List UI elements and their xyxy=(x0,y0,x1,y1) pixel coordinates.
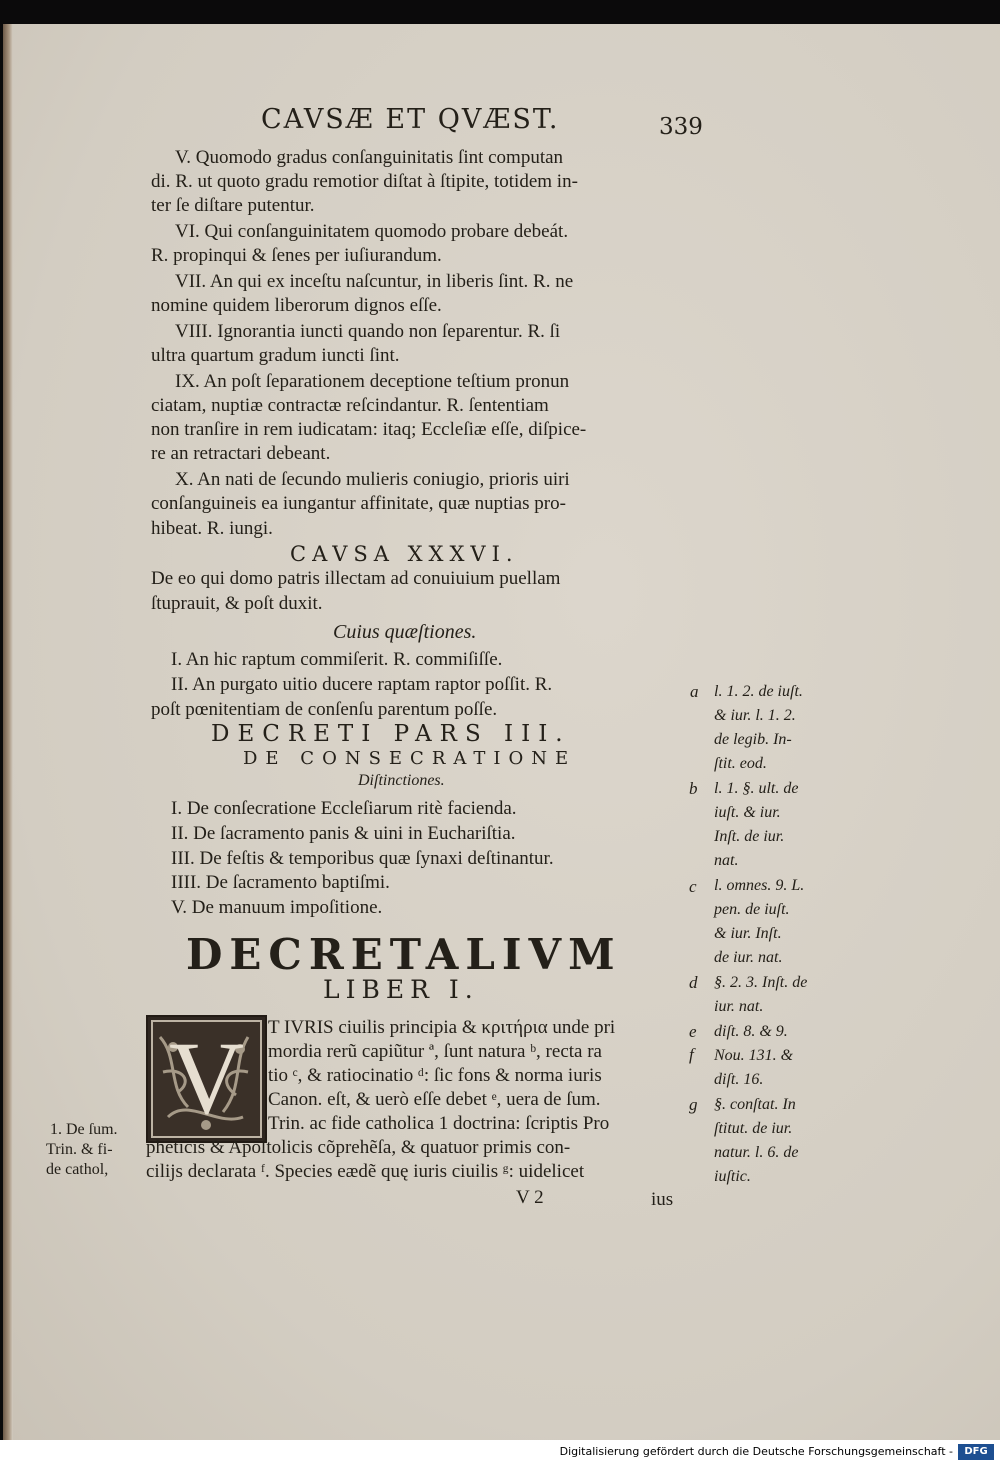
right-margin-note: nat. xyxy=(714,852,739,869)
running-head: CAVSÆ ET QVÆST. xyxy=(261,104,560,135)
right-margin-note: l. 1. 2. de iuſt. xyxy=(714,683,803,700)
text-line: non tranſire in rem iudicatam: itaq; Eccleſiæ eſſe, diſpice- xyxy=(151,419,587,440)
distinctio-line: III. De feſtis & temporibus quæ ſynaxi deſtinantur. xyxy=(171,848,554,869)
text-line: IX. An poſt ſeparationem deceptione teſtium pronun xyxy=(175,371,570,392)
question-line: I. An hic raptum commiſerit. R. commiſiſſe. xyxy=(171,649,503,670)
right-margin-note: diſt. 8. & 9. xyxy=(714,1023,788,1040)
text-line: ciatam, nuptiæ contractæ reſcindantur. R. ſententiam xyxy=(151,395,549,416)
body-line: Trin. ac fide catholica 1 doctrina: ſcriptis Pro xyxy=(268,1113,610,1134)
question-line: II. An purgato uitio ducere raptam raptor poſſit. R. xyxy=(171,674,553,695)
right-margin-note: iur. nat. xyxy=(714,998,764,1015)
distinctio-line: IIII. De ſacramento baptiſmi. xyxy=(171,872,390,893)
margin-mark: a xyxy=(690,682,699,701)
text-line: ter ſe diſtare putentur. xyxy=(151,195,315,216)
right-margin-note: l. omnes. 9. L. xyxy=(714,877,805,894)
questions-heading: Cuius quæſtiones. xyxy=(333,621,477,643)
page-number: 339 xyxy=(659,114,703,140)
decretalium-title: DECRETALIVM xyxy=(186,930,622,979)
right-margin-note: natur. l. 6. de xyxy=(714,1144,799,1161)
distinctio-line: II. De ſacramento panis & uini in Euchariſtia. xyxy=(171,823,516,844)
causa-line: De eo qui domo patris illectam ad conuiuium puellam xyxy=(151,568,561,589)
text-line: conſanguineis ea iungantur affinitate, quæ nuptias pro- xyxy=(151,493,566,514)
right-margin-note: iuſt. & iur. xyxy=(714,804,781,821)
initial-letter: V xyxy=(168,1021,245,1136)
body-line: cilijs declarata ᶠ. Species eædẽ quę iuris ciuilis ᵍ: uidelicet xyxy=(146,1161,585,1182)
right-margin-note: iuſtic. xyxy=(714,1168,751,1185)
margin-mark: b xyxy=(689,779,698,798)
right-margin-note: de legib. In- xyxy=(714,731,792,748)
distinctio-line: V. De manuum impoſitione. xyxy=(171,897,383,918)
right-margin-note: diſt. 16. xyxy=(714,1071,764,1088)
distinctiones-heading: Diſtinctiones. xyxy=(358,772,445,789)
text-line: VIII. Ignorantia iuncti quando non ſeparentur. R. ſi xyxy=(175,321,561,342)
text-line: ultra quartum gradum iuncti ſint. xyxy=(151,345,400,366)
body-line: pheticis & Apoſtolicis cõprehẽſa, & quatuor primis con- xyxy=(146,1137,571,1158)
right-margin-note: & iur. Inſt. xyxy=(714,925,782,942)
right-margin-note: §. 2. 3. Inſt. de xyxy=(714,974,808,991)
body-line: T IVRIS ciuilis principia & κριτήρια unde pri xyxy=(268,1017,616,1038)
signature-mark: V 2 xyxy=(516,1187,544,1208)
text-line: VI. Qui conſanguinitatem quomodo probare debeát. xyxy=(175,221,569,242)
text-line: R. propinqui & ſenes per iuſiurandum. xyxy=(151,245,442,266)
right-margin-note: Inſt. de iur. xyxy=(714,828,785,845)
text-line: re an retractari debeant. xyxy=(151,443,331,464)
right-margin-note: pen. de iuſt. xyxy=(714,901,790,918)
causa-line: ſtuprauit, & poſt duxit. xyxy=(151,593,323,614)
book-page xyxy=(3,24,1000,1440)
body-line: mordia rerũ capiũtur ª, ſunt natura ᵇ, recta ra xyxy=(268,1041,602,1062)
right-margin-note: Nou. 131. & xyxy=(714,1047,794,1064)
text-line: X. An nati de ſecundo mulieris coniugio, prioris uiri xyxy=(175,469,570,490)
dfg-logo: DFG xyxy=(958,1444,994,1460)
consecratione-heading: DE CONSECRATIONE xyxy=(243,748,577,769)
text-line: hibeat. R. iungi. xyxy=(151,518,273,539)
right-margin-note: ſtit. eod. xyxy=(714,755,767,772)
right-margin-note: l. 1. §. ult. de xyxy=(714,780,799,797)
page-gutter-shadow xyxy=(3,24,13,1440)
decorated-initial xyxy=(146,1015,267,1143)
right-margin-note: & iur. l. 1. 2. xyxy=(714,707,796,724)
text-line: di. R. ut quoto gradu remotior diſtat à ſtipite, totidem in- xyxy=(151,171,578,192)
distinctio-line: I. De conſecratione Eccleſiarum ritè facienda. xyxy=(171,798,517,819)
text-line: nomine quidem liberorum dignos eſſe. xyxy=(151,295,442,316)
right-margin-note: §. conſtat. In xyxy=(714,1096,796,1113)
left-margin-note: 1. De ſum. xyxy=(50,1121,118,1138)
text-line: VII. An qui ex inceſtu naſcuntur, in liberis ſint. R. ne xyxy=(175,271,574,292)
body-line: tio ᶜ, & ratiocinatio ᵈ: ſic fons & norma iuris xyxy=(268,1065,602,1086)
left-margin-note: Trin. & fi- xyxy=(46,1141,113,1158)
question-line: poſt pœnitentiam de conſenſu parentum poſſe. xyxy=(151,699,498,720)
right-margin-note: ſtitut. de iur. xyxy=(714,1120,793,1137)
margin-mark: d xyxy=(689,973,698,992)
causa-heading: CAVSA XXXVI. xyxy=(290,542,519,566)
funding-credit: Digitalisierung gefördert durch die Deutsche Forschungsgemeinschaft - xyxy=(559,1445,953,1458)
catchword: ius xyxy=(651,1189,674,1210)
margin-mark: g xyxy=(689,1095,698,1114)
pars-heading: DECRETI PARS III. xyxy=(211,721,571,747)
digitization-footer xyxy=(0,1440,1000,1465)
left-margin-note: de cathol, xyxy=(46,1161,109,1178)
margin-mark: c xyxy=(689,877,697,896)
margin-mark: f xyxy=(689,1045,694,1064)
right-margin-note: de iur. nat. xyxy=(714,949,783,966)
text-line: V. Quomodo gradus conſanguinitatis ſint computan xyxy=(175,147,564,168)
margin-mark: e xyxy=(689,1022,697,1041)
liber-title: LIBER I. xyxy=(323,975,479,1004)
body-line: Canon. eſt, & uerò eſſe debet ᵉ, uera de ſum. xyxy=(268,1089,601,1110)
